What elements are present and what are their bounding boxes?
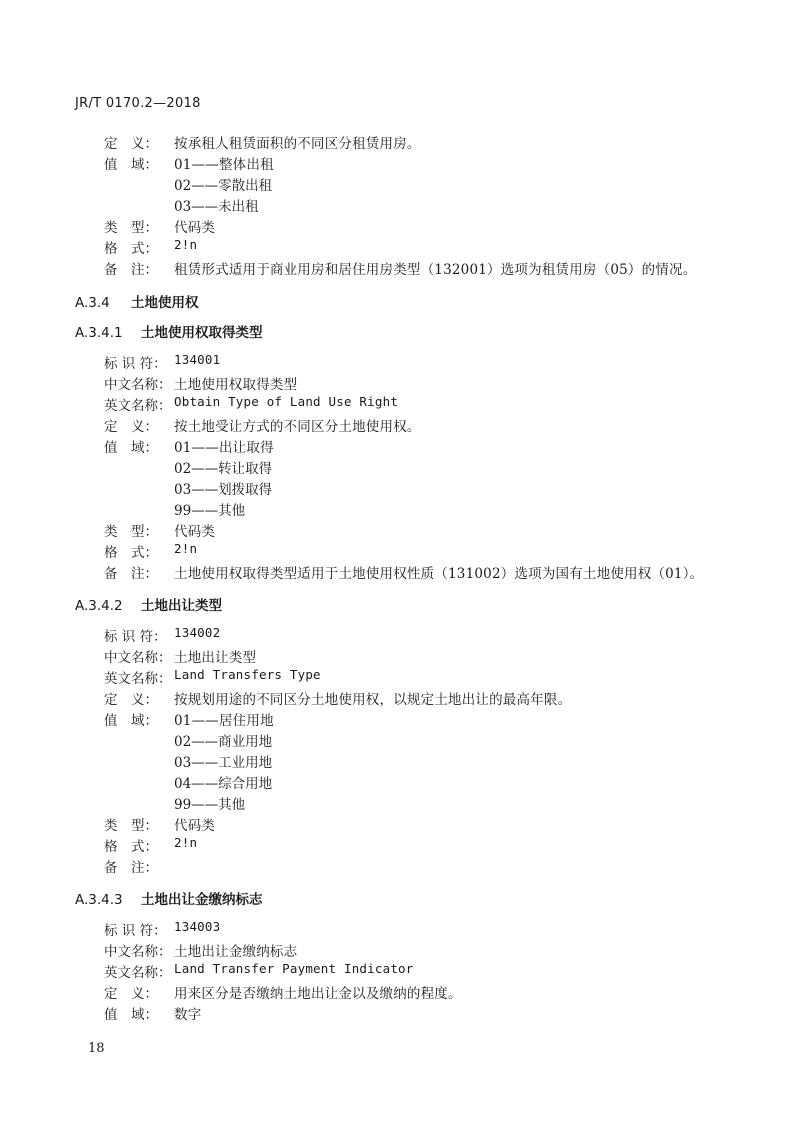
field-definition [104, 415, 421, 435]
field-value: 2!n [174, 237, 198, 252]
field-domain [104, 153, 274, 173]
field-label: 定 义： [104, 136, 158, 152]
section-title: 土地出让金缴纳标志 [141, 892, 263, 908]
running-header: JR/T 0170.2—2018 [75, 96, 201, 111]
field-value: 2!n [174, 835, 198, 850]
field-value: 按规划用途的不同区分土地使用权，以规定土地出让的最高年限。 [174, 692, 572, 708]
field-type [104, 520, 215, 540]
domain-item: 02——商业用地 [174, 734, 273, 750]
field-format [104, 835, 197, 855]
field-domain [104, 709, 274, 729]
field-label: 中文名称： [104, 650, 172, 666]
section-title: 土地使用权取得类型 [141, 325, 263, 341]
section-number: A.3.4.1 [75, 325, 123, 341]
field-value: 土地出让金缴纳标志 [174, 944, 298, 960]
field-definition [104, 982, 462, 1002]
field-note [104, 856, 174, 876]
field-label: 中文名称： [104, 944, 172, 960]
field-value: 代码类 [174, 818, 216, 834]
section-number: A.3.4.2 [75, 598, 123, 614]
field-value: 134001 [174, 352, 221, 367]
field-label: 格 式： [104, 545, 158, 561]
subsection-heading [75, 594, 222, 614]
section-title: 土地出让类型 [141, 598, 222, 614]
field-label: 标 识 符： [104, 923, 167, 939]
field-identifier [104, 919, 220, 939]
domain-item: 04——综合用地 [174, 776, 273, 792]
field-english-name [104, 667, 321, 687]
field-value: 134002 [174, 625, 221, 640]
field-definition [104, 688, 571, 708]
field-label: 英文名称： [104, 671, 172, 687]
field-label: 值 域： [104, 157, 158, 173]
field-value: 用来区分是否缴纳土地出让金以及缴纳的程度。 [174, 986, 462, 1002]
field-label: 类 型： [104, 220, 158, 236]
field-identifier [104, 625, 220, 645]
field-label: 备 注： [104, 860, 158, 876]
field-chinese-name [104, 373, 297, 393]
section-heading [75, 291, 199, 311]
field-domain [104, 436, 274, 456]
field-value: Land Transfers Type [174, 667, 321, 682]
field-label: 值 域： [104, 713, 158, 729]
field-format [104, 237, 197, 257]
domain-item: 02——零散出租 [174, 178, 273, 194]
field-value: 土地使用权取得类型适用于土地使用权性质（131002）选项为国有土地使用权（01）。 [174, 566, 704, 582]
field-value: 代码类 [174, 524, 216, 540]
field-label: 值 域： [104, 1007, 158, 1023]
field-label: 标 识 符： [104, 356, 167, 372]
field-label: 格 式： [104, 839, 158, 855]
field-value: Land Transfer Payment Indicator [174, 961, 414, 976]
field-value: 2!n [174, 541, 198, 556]
field-note [104, 258, 696, 278]
domain-item: 01——居住用地 [174, 713, 274, 729]
field-format [104, 541, 197, 561]
field-label: 定 义： [104, 986, 158, 1002]
field-value: 土地使用权取得类型 [174, 377, 298, 393]
field-label: 备 注： [104, 262, 158, 278]
domain-item: 01——整体出租 [174, 157, 274, 173]
section-number: A.3.4 [75, 295, 110, 311]
field-label: 标 识 符： [104, 629, 167, 645]
field-label: 定 义： [104, 419, 158, 435]
domain-item: 03——划拨取得 [174, 482, 273, 498]
field-label: 备 注： [104, 566, 158, 582]
field-value: 数字 [174, 1007, 202, 1023]
field-label: 值 域： [104, 440, 158, 456]
subsection-heading [75, 888, 263, 908]
domain-item: 99——其他 [174, 503, 246, 519]
field-english-name [104, 961, 414, 981]
field-chinese-name [104, 940, 297, 960]
field-chinese-name [104, 646, 256, 666]
field-type [104, 216, 215, 236]
field-note [104, 562, 703, 582]
field-label: 格 式： [104, 241, 158, 257]
field-value: 代码类 [174, 220, 216, 236]
field-value: 按承租人租赁面积的不同区分租赁用房。 [174, 136, 421, 152]
section-title: 土地使用权 [131, 295, 199, 311]
field-identifier [104, 352, 220, 372]
domain-item: 02——转让取得 [174, 461, 273, 477]
field-label: 英文名称： [104, 965, 172, 981]
field-label: 中文名称： [104, 377, 172, 393]
field-value: Obtain Type of Land Use Right [174, 394, 399, 409]
section-number: A.3.4.3 [75, 892, 123, 908]
field-definition [104, 132, 421, 152]
subsection-heading [75, 321, 263, 341]
field-value: 按土地受让方式的不同区分土地使用权。 [174, 419, 421, 435]
field-label: 英文名称： [104, 398, 172, 414]
domain-item: 03——工业用地 [174, 755, 273, 771]
domain-item: 03——未出租 [174, 199, 259, 215]
field-domain [104, 1003, 201, 1023]
field-type [104, 814, 215, 834]
field-label: 定 义： [104, 692, 158, 708]
page-number: 18 [88, 1041, 105, 1056]
field-value: 134003 [174, 919, 221, 934]
field-english-name [104, 394, 398, 414]
field-value: 租赁形式适用于商业用房和居住用房类型（132001）选项为租赁用房（05）的情况。 [174, 262, 697, 278]
domain-item: 01——出让取得 [174, 440, 274, 456]
field-value: 土地出让类型 [174, 650, 257, 666]
domain-item: 99——其他 [174, 797, 246, 813]
field-label: 类 型： [104, 524, 158, 540]
field-label: 类 型： [104, 818, 158, 834]
